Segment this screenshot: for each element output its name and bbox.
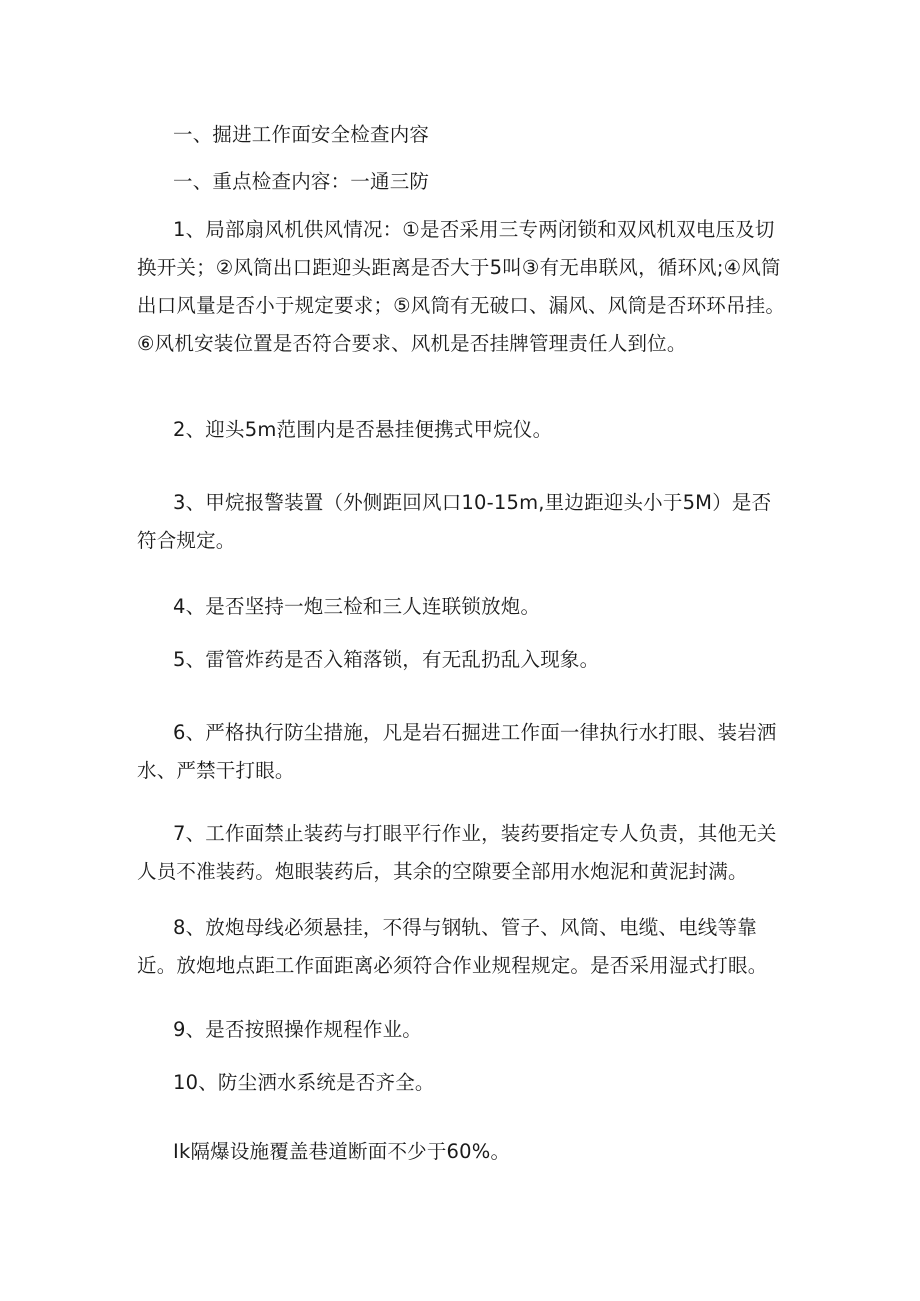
- item-2: 2、迎头5m范围内是否悬挂便携式甲烷仪。: [173, 418, 553, 441]
- item-1: 1、局部扇风机供风情况：①是否采用三专两闭锁和双风机双电压及切换开关；②风筒出口距迎头距离是否大于5叫③有无串联风，循环风;④风筒出口风量是否小于规定要求；⑤风筒有无破口、漏风、风筒是否环环吊挂。⑥风机安装位置是否符合要求、风机是否挂牌管理责任人到位。: [137, 218, 786, 355]
- item-3: 3、甲烷报警装置（外侧距回风口10-15m,里边距迎头小于5M）是否符合规定。: [137, 491, 772, 552]
- item-11: Ik隔爆设施覆盖巷道断面不少于60%。: [173, 1140, 511, 1163]
- item-5: 5、雷管炸药是否入箱落锁，有无乱扔乱入现象。: [173, 648, 600, 671]
- section-heading: 一、重点检查内容：一通三防: [173, 170, 430, 193]
- item-9: 9、是否按照操作规程作业。: [173, 1018, 423, 1041]
- item-8: 8、放炮母线必须悬挂，不得与钢轨、管子、风筒、电缆、电线等靠近。放炮地点距工作面距离必须符合作业规程规定。是否采用湿式打眼。: [137, 916, 768, 977]
- item-7: 7、工作面禁止装药与打眼平行作业，装药要指定专人负责，其他无关人员不准装药。炮眼装药后，其余的空隙要全部用水炮泥和黄泥封满。: [137, 822, 777, 883]
- item-10: 10、防尘洒水系统是否齐全。: [173, 1071, 435, 1094]
- item-6: 6、严格执行防尘措施，凡是岩石掘进工作面一律执行水打眼、装岩洒水、严禁干打眼。: [137, 721, 777, 782]
- item-4: 4、是否坚持一炮三检和三人连联锁放炮。: [173, 595, 541, 618]
- document-title: 一、掘进工作面安全检查内容: [173, 123, 430, 146]
